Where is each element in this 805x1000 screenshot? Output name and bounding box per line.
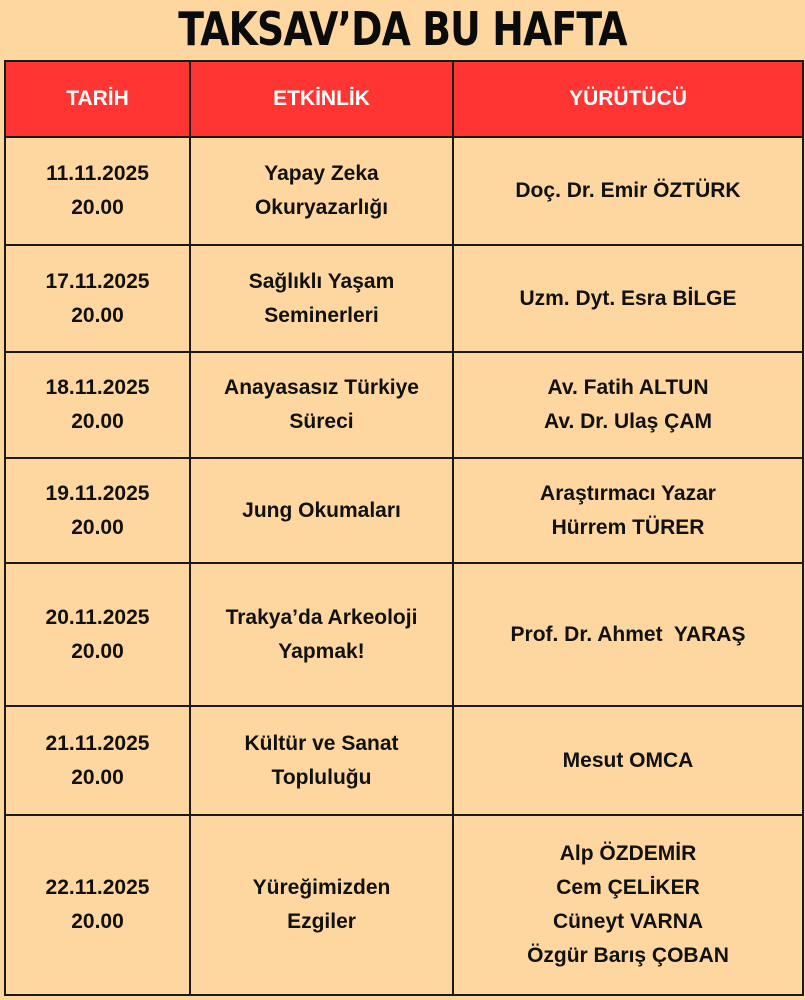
leader-name: Av. Fatih ALTUN [547, 376, 709, 399]
date-cell [5, 245, 190, 352]
time-text: 20.00 [71, 910, 124, 933]
event-cell [190, 706, 453, 815]
event-cell [190, 137, 453, 245]
leader-name: Uzm. Dyt. Esra BİLGE [519, 286, 737, 310]
date-cell [5, 706, 190, 815]
header-date: TARİH [5, 61, 190, 137]
event-line: Kültür ve Sanat [244, 731, 399, 755]
date-text: 17.11.2025 [45, 269, 150, 293]
leader-name: Doç. Dr. Emir ÖZTÜRK [515, 179, 741, 202]
date-text: 19.11.2025 [45, 481, 150, 505]
event-line: Topluluğu [271, 765, 372, 789]
leader-cell [453, 706, 803, 815]
header-row [5, 61, 803, 137]
leader-cell [453, 563, 803, 706]
date-text: 20.11.2025 [45, 605, 150, 629]
event-line: Süreci [289, 410, 354, 433]
leader-name: Araştırmacı Yazar [540, 481, 716, 505]
table-row [5, 245, 803, 352]
time-text: 20.00 [71, 639, 124, 663]
event-line: Yapay Zeka [264, 162, 379, 185]
date-cell [5, 137, 190, 245]
event-cell [190, 245, 453, 352]
date-text: 21.11.2025 [45, 731, 150, 755]
date-cell [5, 352, 190, 458]
leader-cell [453, 352, 803, 458]
leader-name: Alp ÖZDEMİR [559, 842, 697, 865]
event-cell [190, 563, 453, 706]
table-row [5, 458, 803, 563]
leader-cell [453, 245, 803, 352]
time-text: 20.00 [71, 765, 124, 789]
leader-name: Cüneyt VARNA [552, 910, 704, 933]
leader-name: Hürrem TÜRER [551, 515, 705, 539]
event-line: Okuryazarlığı [254, 196, 389, 219]
header-leader: YÜRÜTÜCÜ [453, 61, 803, 137]
table-row [5, 352, 803, 458]
table-row [5, 815, 803, 995]
leader-name: Cem ÇELİKER [556, 876, 700, 899]
date-cell [5, 815, 190, 995]
page-title: TAKSAV’DA BU HAFTA [178, 2, 627, 56]
date-text: 18.11.2025 [45, 376, 150, 399]
event-line: Ezgiler [287, 910, 356, 933]
event-line: Sağlıklı Yaşam [248, 269, 395, 293]
time-text: 20.00 [71, 515, 124, 539]
event-line: Yapmak! [278, 639, 365, 663]
event-line: Anayasasız Türkiye [224, 376, 419, 399]
table-row [5, 137, 803, 245]
event-line: Trakya’da Arkeoloji [225, 605, 418, 629]
leader-name: Mesut OMCA [562, 748, 694, 772]
table-row [5, 563, 803, 706]
event-cell [190, 352, 453, 458]
leader-cell [453, 815, 803, 995]
leader-cell [453, 137, 803, 245]
leader-name: Prof. Dr. Ahmet YARAŞ [510, 622, 746, 646]
time-text: 20.00 [71, 196, 124, 219]
time-text: 20.00 [71, 410, 124, 433]
header-event: ETKİNLİK [190, 61, 453, 137]
event-line: Yüreğimizden [252, 876, 391, 899]
time-text: 20.00 [71, 303, 124, 327]
leader-cell [453, 458, 803, 563]
schedule-table [4, 60, 804, 996]
event-cell [190, 815, 453, 995]
leader-name: Özgür Barış ÇOBAN [527, 944, 729, 967]
leader-name: Av. Dr. Ulaş ÇAM [543, 410, 713, 433]
table-row [5, 706, 803, 815]
event-cell [190, 458, 453, 563]
date-cell [5, 458, 190, 563]
event-line: Seminerleri [264, 303, 379, 327]
date-text: 22.11.2025 [45, 876, 150, 899]
date-text: 11.11.2025 [46, 162, 149, 185]
date-cell [5, 563, 190, 706]
event-line: Jung Okumaları [242, 498, 401, 522]
